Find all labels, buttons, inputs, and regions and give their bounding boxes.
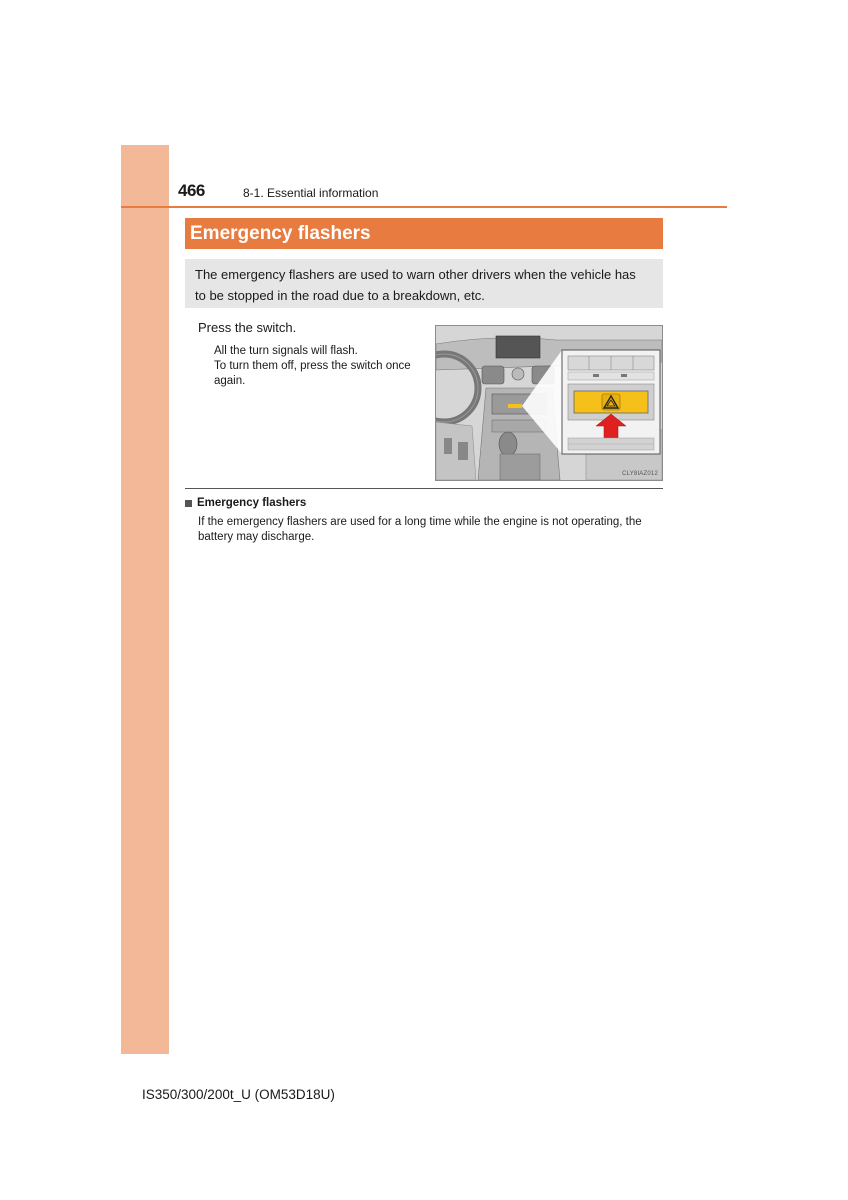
- note-body: If the emergency flashers are used for a long time while the engine is not operating, the battery may discharge.: [198, 516, 642, 543]
- step-detail-line: again.: [214, 375, 246, 387]
- footer-model-code: IS350/300/200t_U (OM53D18U): [142, 1087, 335, 1102]
- dashboard-drawing: [436, 326, 662, 480]
- note-heading-text: Emergency flashers: [197, 497, 307, 509]
- step-detail-line: To turn them off, press the switch once: [214, 360, 411, 372]
- intro-line: The emergency flashers are used to warn other drivers when the vehicle has: [195, 267, 636, 282]
- note-divider: [185, 488, 663, 489]
- intro-box: [185, 259, 663, 308]
- dashboard-illustration: [435, 325, 663, 481]
- section-label: 8-1. Essential information: [243, 186, 379, 200]
- note-heading: [185, 497, 306, 509]
- square-bullet-icon: [185, 500, 192, 507]
- page-title: Emergency flashers: [185, 218, 663, 249]
- header-rule: [121, 206, 727, 208]
- page-number: 466: [178, 181, 205, 200]
- step-detail: [214, 344, 426, 389]
- step-detail-line: All the turn signals will flash.: [214, 345, 358, 357]
- step-instruction: Press the switch.: [198, 320, 297, 335]
- chapter-side-tab: [121, 145, 169, 1054]
- intro-line: to be stopped in the road due to a breakdown, etc.: [195, 288, 485, 303]
- figure-code: CLY8IAZ012: [622, 471, 658, 477]
